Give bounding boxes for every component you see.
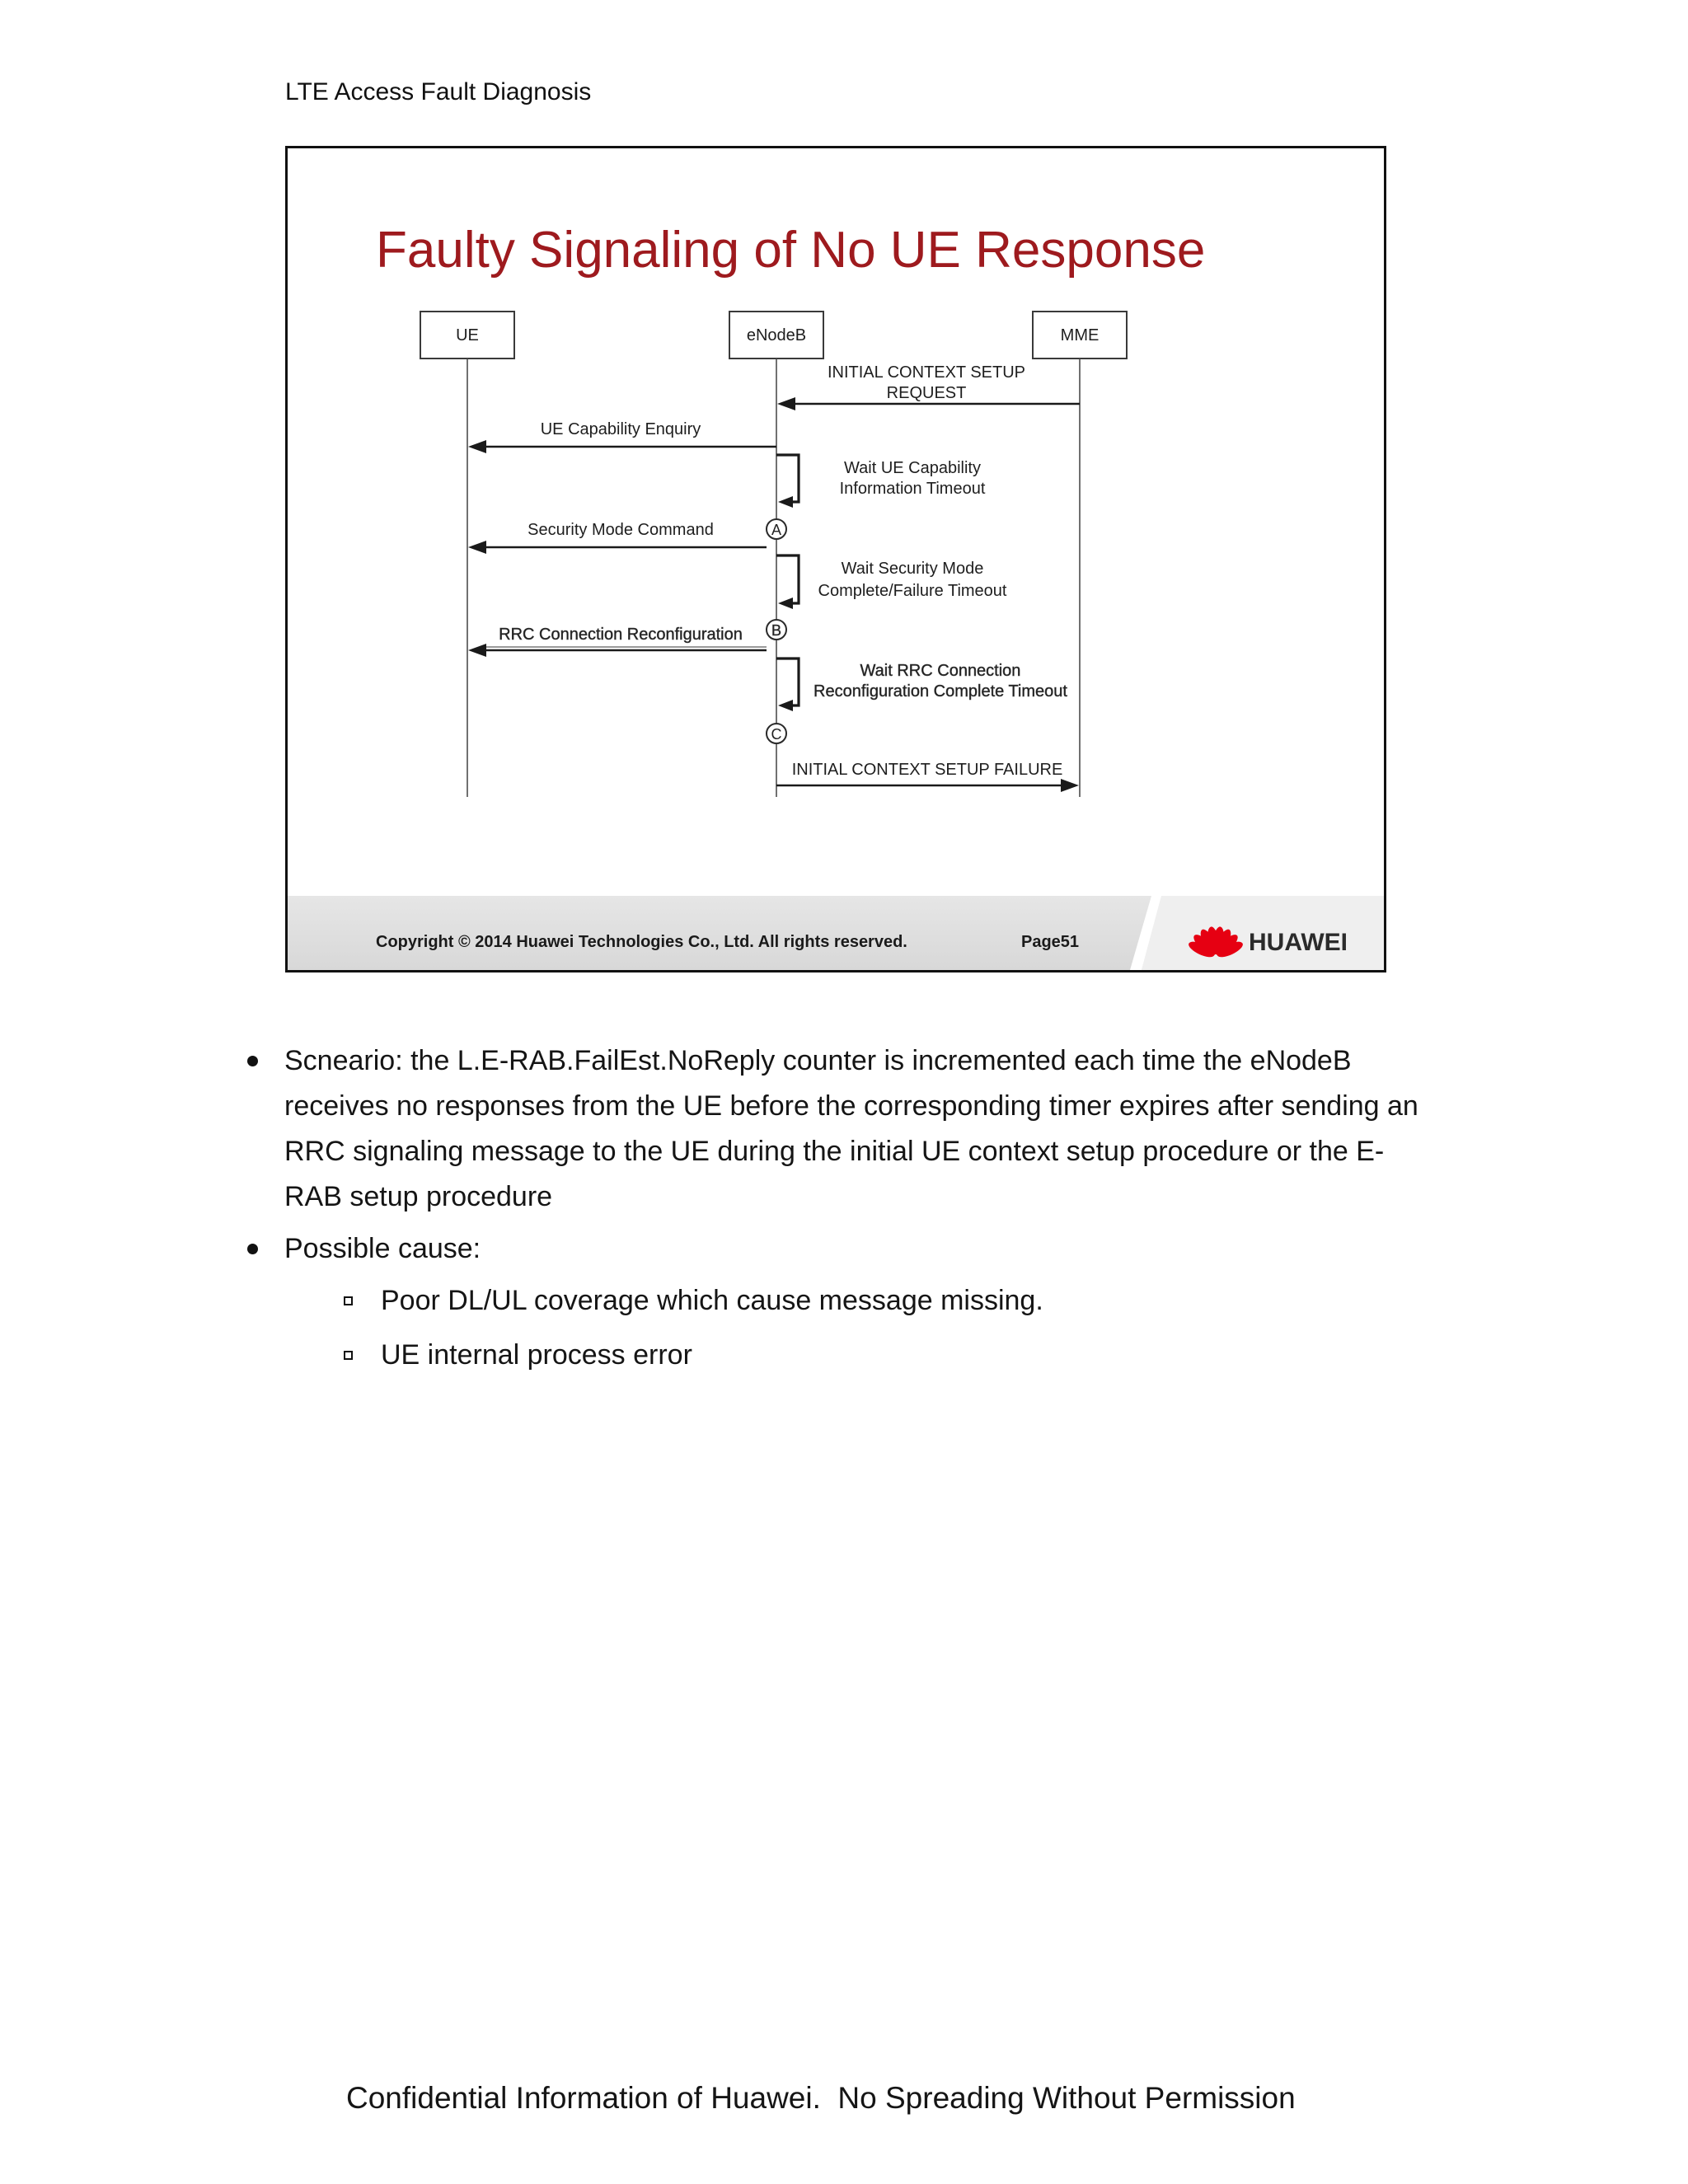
slide-frame	[285, 146, 1386, 972]
entity-mme	[1033, 312, 1127, 359]
message-label-ue-capability-enquiry: UE Capability Enquiry	[540, 420, 701, 438]
slide-canvas	[288, 148, 1384, 970]
huawei-logo	[1187, 926, 1348, 960]
slide-title: Faulty Signaling of No UE Response	[376, 222, 1206, 279]
message-label-rrc-connection-reconfiguration: RRC Connection Reconfiguration	[499, 626, 743, 644]
bullet-item-possible-cause	[284, 1226, 1426, 1272]
timer-label-ue-capability-line1: Wait UE Capability	[844, 459, 981, 477]
timer-bracket-security-mode	[776, 555, 799, 603]
arrowhead-left	[778, 496, 793, 508]
arrowhead-left	[778, 598, 793, 609]
sub-bullet-text: UE internal process error	[381, 1339, 692, 1371]
bullet-dot	[247, 1244, 258, 1254]
marker-letter-b: B	[771, 622, 782, 639]
sub-bullet-square	[344, 1296, 353, 1305]
timer-label-ue-capability-line2: Information Timeout	[839, 480, 986, 498]
slide-copyright: Copyright © 2014 Huawei Technologies Co., Ltd. All rights reserved.	[376, 933, 907, 951]
entity-label-ue: UE	[456, 326, 479, 344]
message-label-initial-context-setup-request-line2: REQUEST	[886, 384, 967, 402]
bullet-item-scenario	[284, 1038, 1426, 1220]
arrowhead-left	[778, 700, 793, 711]
marker-letter-c: C	[771, 726, 782, 743]
document-header: LTE Access Fault Diagnosis	[285, 78, 592, 105]
timer-bracket-ue-capability	[776, 455, 799, 502]
slide-page-label: Page51	[1021, 933, 1080, 951]
bullet-text-scenario: Scneario: the L.E-RAB.FailEst.NoReply counter is incremented each time the eNodeB receives no responses from the UE before the corresponding timer expires after sending an RRC signaling message to the UE during the initial UE context setup procedure or the E-RAB setup procedure	[284, 1045, 1418, 1212]
marker-letter-a: A	[771, 522, 782, 538]
message-label-initial-context-setup-request-line1: INITIAL CONTEXT SETUP	[827, 363, 1026, 382]
entity-enodeb	[729, 312, 823, 359]
arrowhead-left	[468, 644, 486, 657]
entity-label-mme: MME	[1060, 326, 1100, 344]
arrowhead-left	[777, 397, 795, 410]
bullet-text-possible-cause: Possible cause:	[284, 1233, 481, 1264]
timer-bracket-rrc-reconfiguration	[776, 658, 799, 705]
arrowhead-right	[1061, 779, 1079, 792]
document-footer: Confidential Information of Huawei. No Spreading Without Permission	[346, 2081, 1296, 2115]
sub-bullet-item	[381, 1333, 1426, 1378]
sub-bullet-text: Poor DL/UL coverage which cause message missing.	[381, 1285, 1043, 1316]
bullet-list	[284, 1038, 1426, 1378]
message-label-initial-context-setup-failure: INITIAL CONTEXT SETUP FAILURE	[791, 761, 1063, 779]
message-label-security-mode-command: Security Mode Command	[528, 521, 714, 539]
arrowhead-left	[468, 541, 486, 554]
bullet-dot	[247, 1056, 258, 1066]
arrowhead-left	[468, 440, 486, 453]
sub-bullet-item	[381, 1278, 1426, 1324]
timer-label-security-mode-line2: Complete/Failure Timeout	[818, 582, 1007, 600]
timer-label-rrc-reconfiguration-line1: Wait RRC Connection	[860, 662, 1021, 680]
sub-bullet-square	[344, 1351, 353, 1360]
entity-ue	[420, 312, 514, 359]
logo-wordmark: HUAWEI	[1249, 929, 1348, 956]
timer-label-security-mode-line1: Wait Security Mode	[841, 560, 984, 578]
timer-label-rrc-reconfiguration-line2: Reconfiguration Complete Timeout	[814, 682, 1067, 701]
entity-label-enodeb: eNodeB	[746, 326, 807, 344]
